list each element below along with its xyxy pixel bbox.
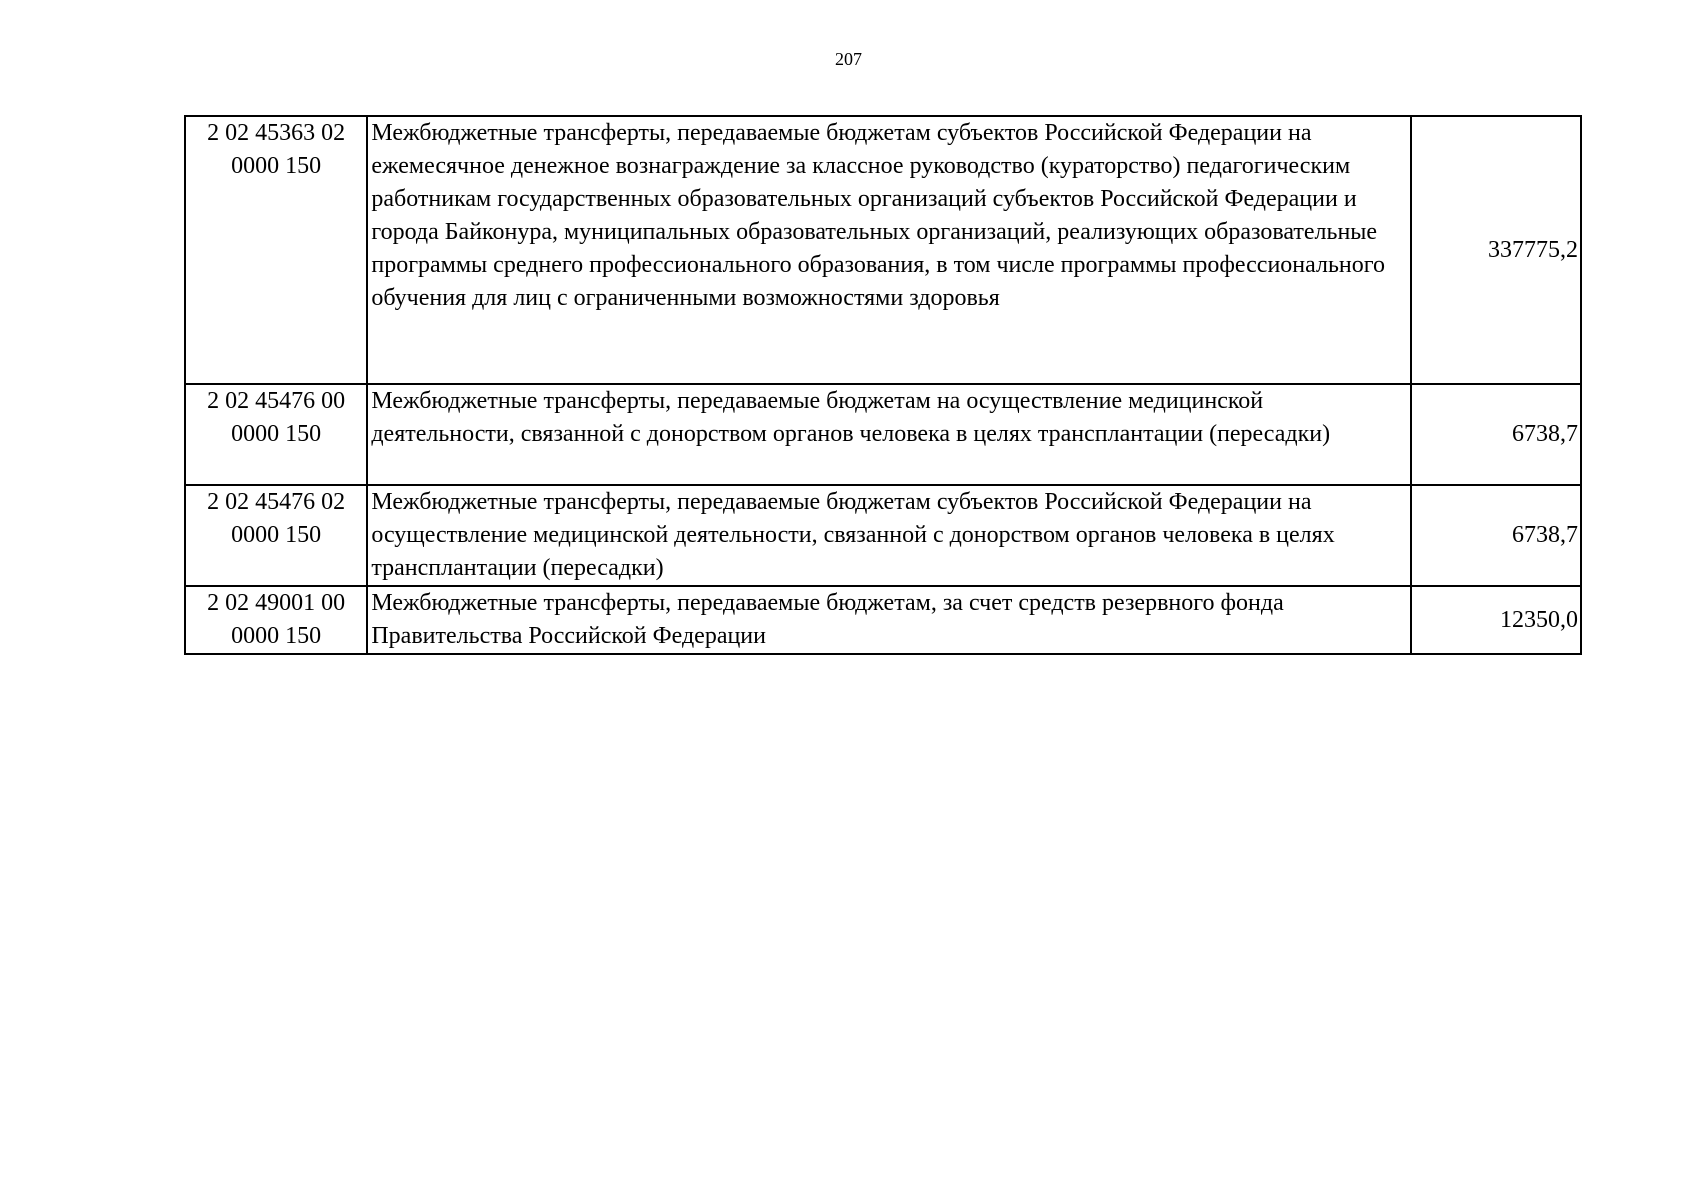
income-name-cell: Межбюджетные трансферты, передаваемые бюджетам субъектов Российской Федерации на осуществление медицинской деятельности, связанной с донорством органов человека в целях трансплантации (пересадки)	[367, 485, 1410, 586]
income-name-cell: Межбюджетные трансферты, передаваемые бюджетам, за счет средств резервного фонда Правительства Российской Федерации	[367, 586, 1410, 654]
table-row	[185, 116, 1581, 384]
table-row	[185, 586, 1581, 654]
budget-code-line: 0000 150	[231, 522, 322, 548]
table-row	[185, 384, 1581, 485]
budget-code-line: 0000 150	[231, 623, 322, 649]
budget-code-line: 2 02 45476 00	[207, 388, 346, 414]
budget-table	[184, 115, 1582, 655]
budget-code-cell	[185, 116, 367, 384]
income-name-cell: Межбюджетные трансферты, передаваемые бюджетам субъектов Российской Федерации на ежемесячное денежное вознаграждение за классное руководство (кураторство) педагогическим работникам государственных образовательных организаций субъектов Российской Федерации и города Байконура, муниципальных образовательных организаций, реализующих образовательные программы среднего профессионального образования, в том числе программы профессионального обучения для лиц с ограниченными возможностями здоровья	[367, 116, 1410, 384]
table-row	[185, 485, 1581, 586]
budget-code-cell	[185, 384, 367, 485]
budget-code-line: 0000 150	[231, 421, 322, 447]
amount-cell: 337775,2	[1411, 116, 1581, 384]
budget-code-line: 2 02 49001 00	[207, 590, 346, 616]
page-number: 207	[835, 49, 862, 69]
budget-code-line: 2 02 45476 02	[207, 489, 346, 515]
amount-cell: 12350,0	[1411, 586, 1581, 654]
amount-cell: 6738,7	[1411, 384, 1581, 485]
budget-code-line: 0000 150	[231, 153, 322, 179]
budget-code-cell	[185, 485, 367, 586]
amount-cell: 6738,7	[1411, 485, 1581, 586]
budget-code-line: 2 02 45363 02	[207, 120, 346, 146]
budget-code-cell	[185, 586, 367, 654]
income-name-cell: Межбюджетные трансферты, передаваемые бюджетам на осуществление медицинской деятельности, связанной с донорством органов человека в целях трансплантации (пересадки)	[367, 384, 1410, 485]
